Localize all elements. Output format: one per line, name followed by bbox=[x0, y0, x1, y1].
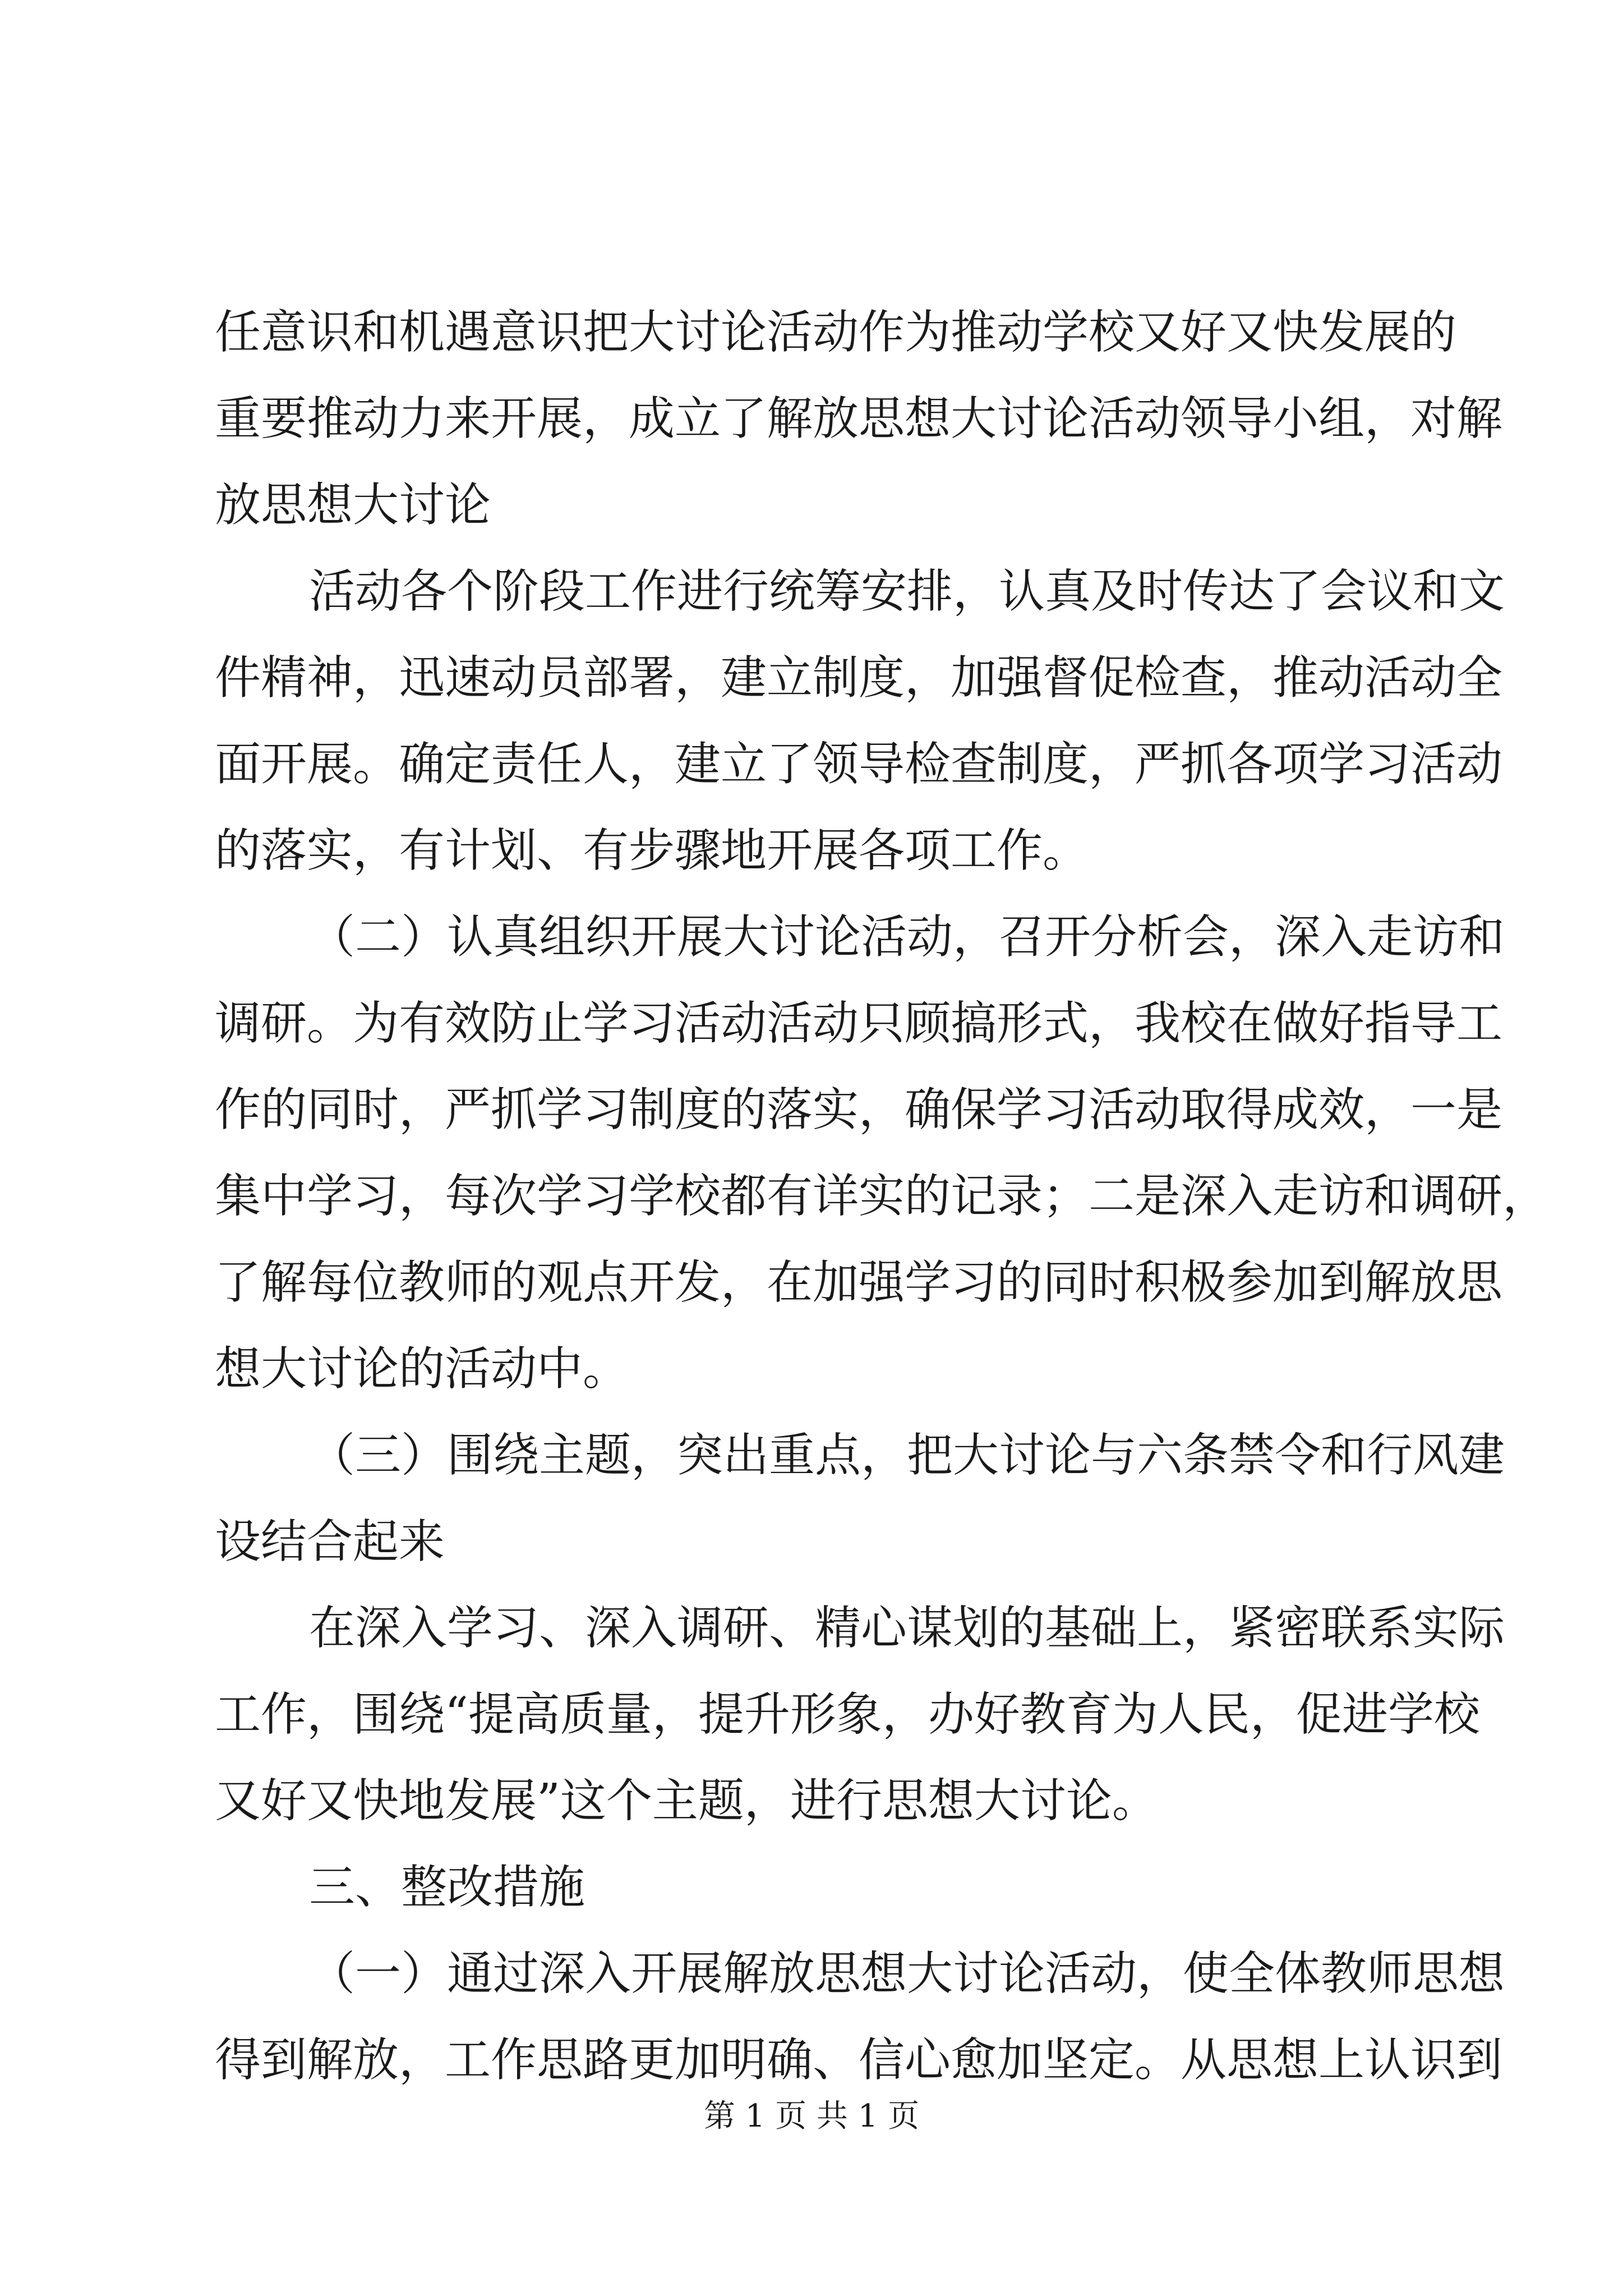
text-line-18: 又好又快地发展”这个主题，进行思想大讨论。 bbox=[215, 1774, 1158, 1828]
text-line-11: 集中学习，每次学习学校都有详实的记录；二是深入走访和调研， bbox=[215, 1170, 1549, 1223]
text-line-16: 在深入学习、深入调研、精心谋划的基础上，紧密联系实际 bbox=[309, 1602, 1505, 1655]
text-line-5: 件精神，迅速动员部署，建立制度，加强督促检查，推动活动全 bbox=[215, 651, 1503, 705]
text-line-3: 放思想大讨论 bbox=[215, 478, 491, 532]
text-line-12: 了解每位教师的观点开发，在加强学习的同时积极参加到解放思 bbox=[215, 1256, 1503, 1309]
text-line-13: 想大讨论的活动中。 bbox=[215, 1342, 629, 1396]
text-line-21: 得到解放，工作思路更加明确、信心愈加坚定。从思想上认识到 bbox=[215, 2033, 1503, 2087]
document-body bbox=[215, 289, 1549, 2104]
text-line-2: 重要推动力来开展，成立了解放思想大讨论活动领导小组，对解 bbox=[215, 392, 1503, 445]
text-line-10: 作的同时，严抓学习制度的落实，确保学习活动取得成效，一是 bbox=[215, 1083, 1503, 1137]
text-line-1: 任意识和机遇意识把大讨论活动作为推动学校又好又快发展的 bbox=[215, 306, 1457, 359]
section-heading: 三、整改措施 bbox=[309, 1861, 585, 1914]
text-line-6: 面开展。确定责任人，建立了领导检查制度，严抓各项学习活动 bbox=[215, 738, 1503, 791]
text-line-20: （一）通过深入开展解放思想大讨论活动，使全体教师思想 bbox=[309, 1947, 1505, 2000]
text-line-14: （三）围绕主题，突出重点，把大讨论与六条禁令和行风建 bbox=[309, 1429, 1505, 1482]
page-number-footer: 第 1 页 共 1 页 bbox=[703, 2098, 920, 2134]
text-line-15: 设结合起来 bbox=[215, 1515, 445, 1568]
text-line-8: （二）认真组织开展大讨论活动，召开分析会，深入走访和 bbox=[309, 910, 1505, 964]
text-line-4: 活动各个阶段工作进行统筹安排，认真及时传达了会议和文 bbox=[309, 565, 1505, 618]
text-line-7: 的落实，有计划、有步骤地开展各项工作。 bbox=[215, 824, 1089, 877]
text-line-9: 调研。为有效防止学习活动活动只顾搞形式，我校在做好指导工 bbox=[215, 997, 1503, 1050]
text-line-17: 工作，围绕“提高质量，提升形象，办好教育为人民，促进学校 bbox=[215, 1688, 1480, 1741]
